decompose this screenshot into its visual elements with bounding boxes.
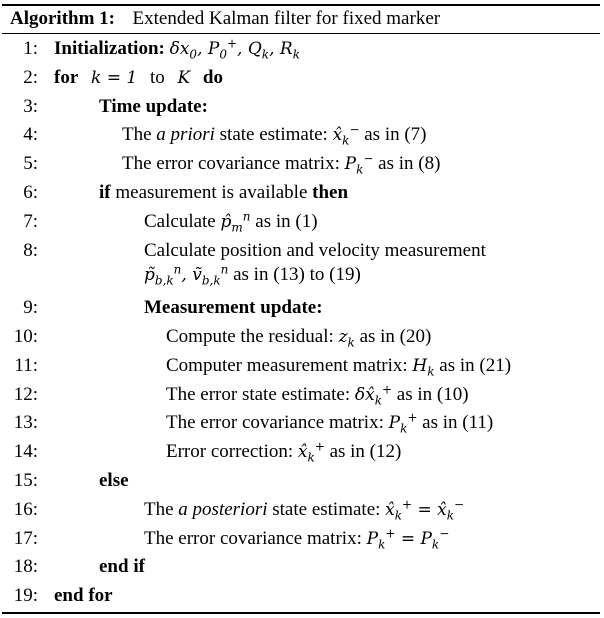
line-number: 1: <box>23 38 38 59</box>
keyword-end-for: end for <box>54 585 113 607</box>
line-content: Calculate $p̂_m^n$ as in (1) <box>144 209 318 235</box>
algo-line-19 <box>2 582 600 611</box>
line-content: Calculate position and velocity measurement $p̃_{b,k}^n$, ṽ$_{b,k}^n$ as in (13) to (19) <box>144 239 486 287</box>
line-number: 2: <box>23 66 38 88</box>
algo-line-10 <box>2 323 600 352</box>
line-number: 11: <box>14 354 38 376</box>
line-number: 15: <box>13 469 38 491</box>
algo-line-6 <box>2 179 600 208</box>
line-number: 19: <box>13 585 38 607</box>
line-content <box>54 37 300 61</box>
line-content: Computer measurement matrix: $H_k$ as in (21) <box>166 354 512 379</box>
algo-line-13 <box>2 409 600 438</box>
algo-line-1 <box>2 35 600 64</box>
line-number: 5: <box>23 153 38 175</box>
line-number: 17: <box>13 527 38 549</box>
line-content: The error covariance matrix: $P_k^+$ as in (11) <box>166 410 494 436</box>
keyword-then: then <box>312 181 349 203</box>
algo-line-4 <box>2 121 600 150</box>
algo-line-9 <box>2 294 600 323</box>
line-content: The error covariance matrix: $P_k^+ = P_k^-$ <box>144 525 450 551</box>
keyword-initialization: Initialization: <box>54 38 165 59</box>
text-to: to <box>149 66 165 88</box>
algorithm-title: Extended Kalman filter for fixed marker <box>132 8 441 29</box>
line-content: if measurement is available then <box>99 181 349 203</box>
algo-line-18 <box>2 553 600 582</box>
math-init: $\delta x_0$, $P_0^+$, $Q_k$, $R_k$ <box>169 36 300 62</box>
keyword-end-if: end if <box>99 556 145 578</box>
line-number: 13: <box>13 412 38 434</box>
line-content: Time update: <box>99 95 208 117</box>
line-number: 10: <box>13 325 38 347</box>
line-number: 7: <box>23 210 38 232</box>
keyword-else: else <box>99 469 129 491</box>
algo-line-11 <box>2 352 600 381</box>
keyword-for: for <box>54 66 79 88</box>
line-number: 12: <box>13 383 38 405</box>
algo-line-3 <box>2 93 600 122</box>
algo-line-15 <box>2 467 600 496</box>
line-number: 8: <box>23 239 38 261</box>
keyword-do: do <box>202 66 223 88</box>
line-number: 9: <box>23 297 38 319</box>
line-number: 4: <box>23 124 38 146</box>
math-K: K <box>177 67 191 88</box>
line-content: The error state estimate: $\delta x̂_k^+$ as in (10) <box>166 381 469 407</box>
line-number: 16: <box>13 498 38 520</box>
line-number: 14: <box>13 441 38 463</box>
algo-line-17 <box>2 525 600 554</box>
line-content: Measurement update: <box>144 297 323 319</box>
line-content <box>54 66 223 90</box>
math-k-init: k = 1 <box>91 67 138 88</box>
line-content: The a priori state estimate: $x̂_k^-$ as in (7) <box>122 122 427 148</box>
line-content: The a posteriori state estimate: $x̂_k^+$ = $x̂_k^-$ <box>144 497 465 523</box>
algo-line-16 <box>2 496 600 525</box>
keyword-if: if <box>99 181 111 203</box>
algo-line-7 <box>2 208 600 237</box>
algo-line-14 <box>2 438 600 467</box>
algo-line-2 <box>2 64 600 93</box>
bottom-rule <box>2 612 600 614</box>
algo-line-5 <box>2 150 600 179</box>
line-content: The error covariance matrix: $P_k^-$ as in (8) <box>122 151 441 177</box>
algo-line-12 <box>2 381 600 410</box>
line-number: 3: <box>23 95 38 117</box>
algorithm-block <box>2 4 600 614</box>
algorithm-body <box>2 34 600 611</box>
line-number: 18: <box>13 556 38 578</box>
algorithm-label: Algorithm 1: <box>10 8 116 29</box>
line-content: Error correction: $x̂_k^+$ as in (12) <box>166 439 402 465</box>
line-number: 6: <box>23 181 38 203</box>
line-content: Compute the residual: $z_k$ as in (20) <box>166 325 432 350</box>
algorithm-header <box>2 6 600 32</box>
algo-line-8 <box>2 237 600 295</box>
